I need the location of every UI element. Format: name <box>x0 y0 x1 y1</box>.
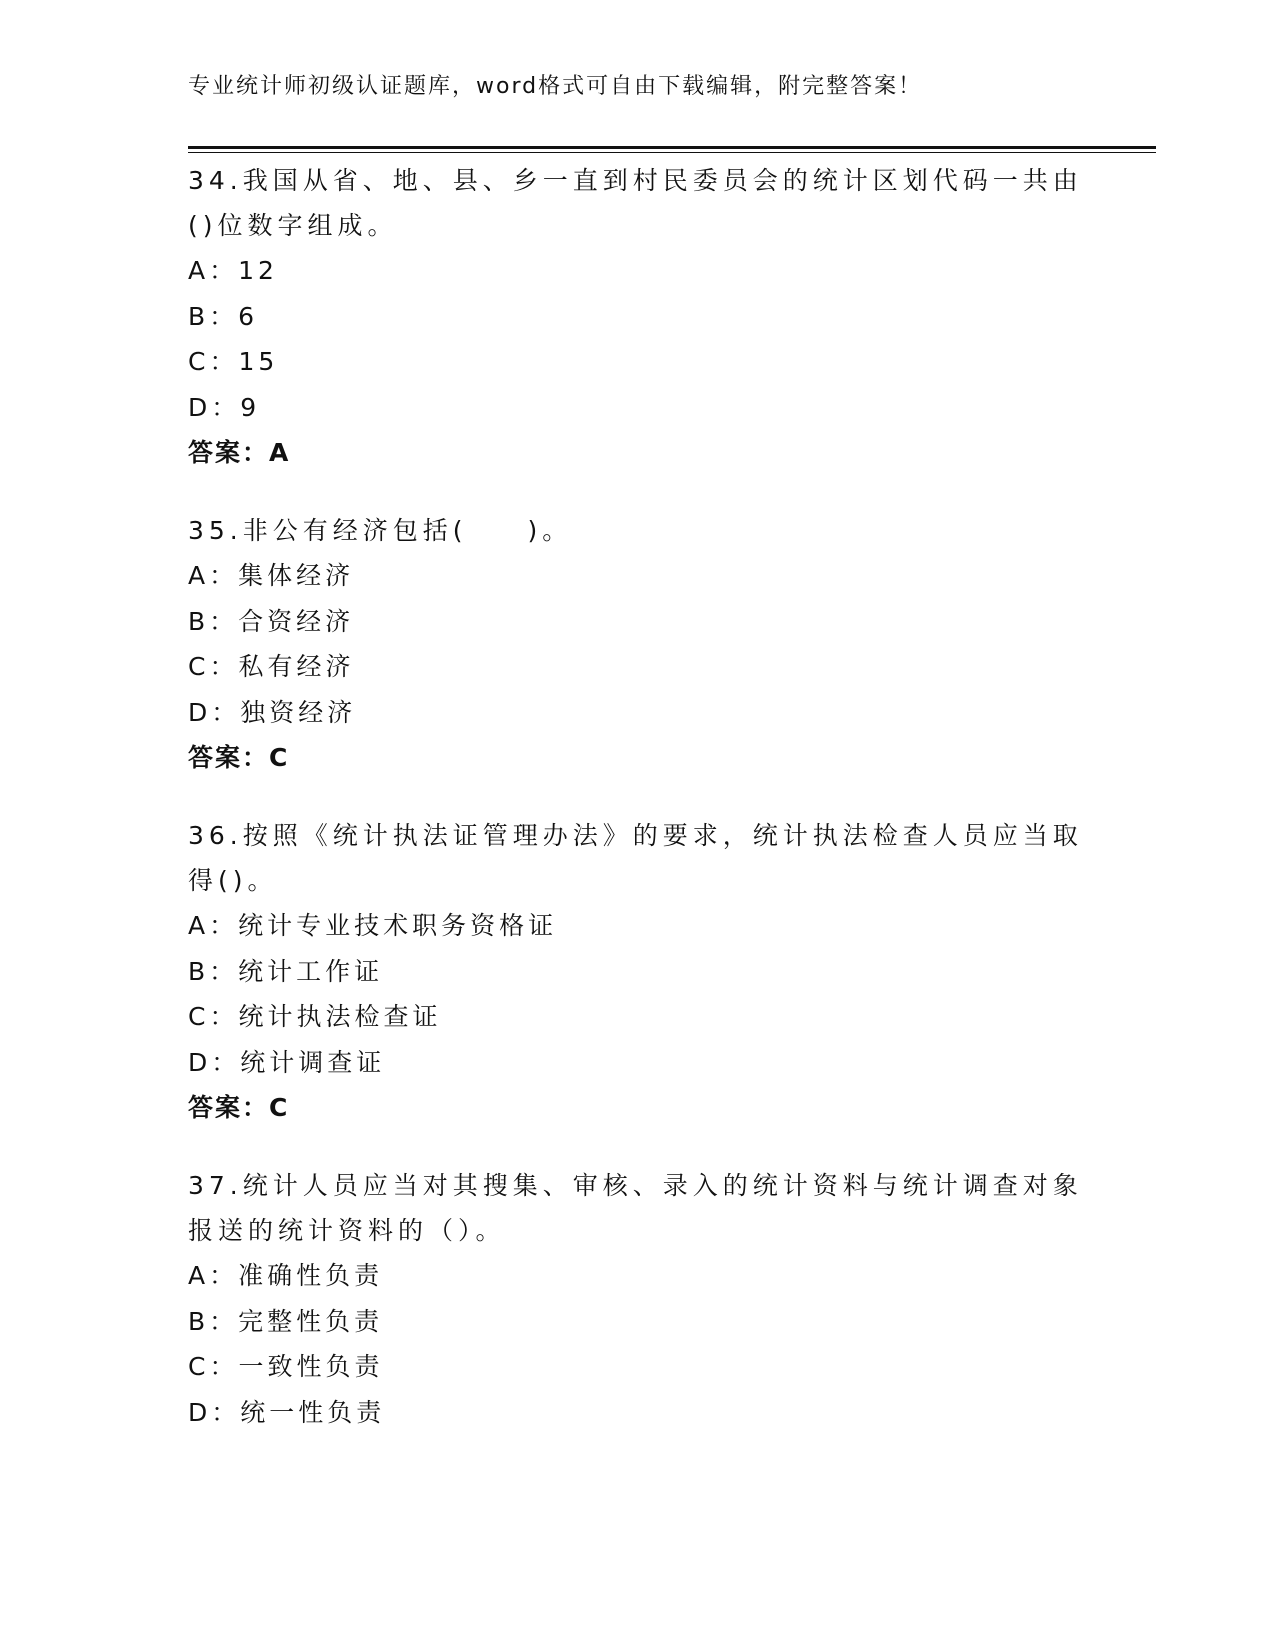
option-d: D：统计调查证 <box>188 1047 386 1077</box>
option-b: B：6 <box>188 301 259 331</box>
option-b: B：合资经济 <box>188 606 355 636</box>
option-d: D：独资经济 <box>188 697 357 727</box>
question-text: 36.按照《统计执法证管理办法》的要求，统计执法检查人员应当取得()。 <box>188 821 1083 895</box>
answer-label: 答案：A <box>188 438 291 467</box>
question-36 <box>188 813 1088 1130</box>
option-a: A：准确性负责 <box>188 1261 384 1290</box>
option-d: D：9 <box>188 392 261 422</box>
option-list <box>188 1253 1088 1435</box>
question-37 <box>188 1163 1088 1435</box>
question-text: 34.我国从省、地、县、乡一直到村民委员会的统计区划代码一共由()位数字组成。 <box>188 166 1083 240</box>
question-text: 37.统计人员应当对其搜集、审核、录入的统计资料与统计调查对象报送的统计资料的（）。 <box>188 1171 1083 1245</box>
option-a: A：12 <box>188 256 278 285</box>
question-35 <box>188 508 1088 780</box>
option-list <box>188 248 1088 430</box>
answer-label: 答案：C <box>188 1093 290 1122</box>
header-divider-thin <box>188 152 1156 153</box>
option-b: B：统计工作证 <box>188 956 384 986</box>
option-a: A：集体经济 <box>188 561 355 590</box>
option-a: A：统计专业技术职务资格证 <box>188 911 558 940</box>
option-list <box>188 553 1088 735</box>
header-divider-thick <box>188 146 1156 149</box>
option-c: C：私有经济 <box>188 652 355 681</box>
option-c: C：一致性负责 <box>188 1352 384 1381</box>
option-c: C：统计执法检查证 <box>188 1002 442 1031</box>
option-list <box>188 903 1088 1085</box>
page-header: 专业统计师初级认证题库，word格式可自由下载编辑，附完整答案！ <box>188 74 923 99</box>
question-34 <box>188 158 1088 475</box>
answer-label: 答案：C <box>188 743 290 772</box>
option-b: B：完整性负责 <box>188 1306 384 1336</box>
option-d: D：统一性负责 <box>188 1397 386 1427</box>
question-text: 35.非公有经济包括( )。 <box>188 516 573 545</box>
option-c: C：15 <box>188 347 279 376</box>
question-list <box>188 158 1088 1468</box>
